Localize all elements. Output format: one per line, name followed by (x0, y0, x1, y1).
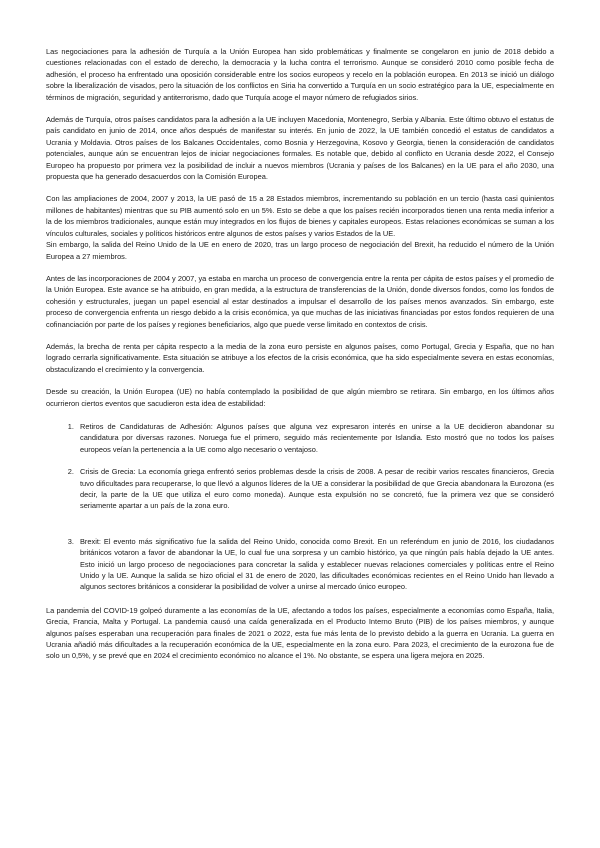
document-page (46, 46, 554, 673)
paragraph-candidatos: Además de Turquía, otros países candidatos para la adhesión a la UE incluyen Macedonia, Montenegro, Serbia y Albania. Este último obtuvo el estatus de país candidato en junio de 2014, once años después de manifestar su interés. En junio de 2022, la UE también concedió el estatus de candidatos a Ucrania y Moldavia. Otros países de los Balcanes Occidentales, como Bosnia y Herzegovina, Kosovo y Georgia, tienen la consideración de candidatos potenciales, aunque aún se encuentran lejos de iniciar negociaciones formales. Es notable que, debido al conflicto en Ucrania desde 2022, el Consejo Europeo ha propuesto por primera vez la posibilidad de incluir a nuevos miembros (Ucrania y países de los Balcanes) en la UE para el año 2030, una propuesta que ha generado desacuerdos con la Comisión Europea. (46, 115, 554, 182)
list-item: 2. Crisis de Grecia: La economía griega enfrentó serios problemas desde la crisis de 2008. A pesar de recibir varios rescates financieros, Grecia tuvo dificultades para recuperarse, lo que llevó a algunos líderes de la UE a considerar la posibilidad de que Grecia abandonara la Eurozona (es decir, la parte de la UE que utiliza el euro como moneda). Aunque esta expulsión no se concretó, fue la primera vez que se consideró seriamente apartar a un país de la zona euro. (76, 466, 554, 512)
paragraph-convergencia: Antes de las incorporaciones de 2004 y 2007, ya estaba en marcha un proceso de convergencia entre la renta per cápita de estos países y el promedio de la Unión Europea. Este avance se ha atribuido, en gran medida, a la estructura de transferencias de la Unión, donde diversos fondos, como los fondos de cohesión y estructurales, juegan un papel esencial al estar destinados a impulsar el desarrollo de los países menos avanzados. Sin embargo, este proceso de convergencia enfrenta un riesgo debido a la crisis económica, ya que muchas de las iniciativas financiadas por estos fondos requieren de una cofinanciación por parte de los países y regiones beneficiarios, algo que puede verse limitado en contextos de crisis. (46, 273, 554, 329)
paragraph-ampliaciones: Con las ampliaciones de 2004, 2007 y 2013, la UE pasó de 15 a 28 Estados miembros, incrementando su población en un tercio (hasta casi quinientos millones de habitantes) mientras que su PIB aumentó solo en un 5%. Esto se debe a que los países recién incorporados tienen una renta media inferior a la de los miembros tradicionales, aunque están muy integrados en los flujos de bienes y capitales europeos. Estas relaciones económicas se suman a los vínculos culturales, sociales y políticos históricos entre algunos de estos países y varios Estados de la UE. (46, 194, 554, 238)
paragraph-retiros-intro: Desde su creación, la Unión Europea (UE) no había contemplado la posibilidad de que algún miembro se retirara. Sin embargo, en los últimos años ocurrieron ciertos eventos que sacudieron esta idea de estabilidad: (46, 387, 554, 408)
list-item: 3. Brexit: El evento más significativo fue la salida del Reino Unido, conocida como Brexit. En un referéndum en junio de 2016, los ciudadanos británicos votaron a favor de abandonar la UE, lo cual fue una sorpresa y un cambio histórico, ya que ningún país había dejado la UE antes. Esto inició un largo proceso de negociaciones para concretar la salida y establecer nuevas relaciones comerciales y políticas entre el Reino Unido y la UE. Aunque la salida se hizo oficial el 31 de enero de 2020, las dificultades económicas recientes en el Reino Unido han llevado a algunos sectores británicos a considerar la posibilidad de volver a unirse al mercado único europeo. (76, 536, 554, 593)
paragraph-brecha-renta: Además, la brecha de renta per cápita respecto a la media de la zona euro persiste en algunos países, como Portugal, Grecia y España, que no han logrado cerrarla significativamente. Esta situación se atribuye a los efectos de la crisis económica, que ha sido especialmente severa en estas economías, obstaculizando el crecimiento y la convergencia. (46, 341, 554, 374)
events-list (46, 421, 554, 593)
paragraph-turquia: Las negociaciones para la adhesión de Turquía a la Unión Europea han sido problemáticas y finalmente se congelaron en junio de 2018 debido a cuestiones relacionadas con el estado de derecho, la democracia y la lucha contra el terrorismo. Aunque se consideró 2010 como posible fecha de adhesión, el proceso ha enfrentado una oposición considerable entre los socios europeos y recelo en la población europea. En 2013 se inició un diálogo sobre la liberalización de visados, pero la situación de los conflictos en Siria ha convertido a Turquía en un socio estratégico para la UE, especialmente en términos de migración, seguridad y antiterrorismo, dado que Turquía acoge el mayor número de refugiados sirios. (46, 47, 554, 102)
list-item: 1. Retiros de Candidaturas de Adhesión: Algunos países que alguna vez expresaron interés en unirse a la UE decidieron abandonar su candidatura por diversas razones. Noruega fue el primero, seguido más recientemente por Islandia. Esto mostró que no todos los países europeos veían la pertenencia a la UE como algo necesario o ventajoso. (76, 421, 554, 455)
paragraph-brexit-reduccion: Sin embargo, la salida del Reino Unido de la UE en enero de 2020, tras un largo proceso de negociación del Brexit, ha reducido el número de la Unión Europea a 27 miembros. (46, 240, 554, 261)
paragraph-pandemia: La pandemia del COVID-19 golpeó duramente a las economías de la UE, afectando a todos los países, especialmente a economías como España, Italia, Grecia, Francia, Malta y Portugal. La pandemia causó una caída generalizada en el Producto Interno Bruto (PIB) de los países miembros, y aunque algunos países esperaban una recuperación para finales de 2021 o 2022, esta fue más lenta de lo previsto debido a la guerra en Ucrania. La guerra en Ucrania añadió más dificultades a la recuperación económica de la UE, especialmente en la zona euro. Para 2023, el crecimiento de la eurozona fue de solo un 0,5%, y se prevé que en 2024 el crecimiento económico no alcance el 1%. No obstante, se espera una ligera mejora en 2025. (46, 605, 554, 661)
